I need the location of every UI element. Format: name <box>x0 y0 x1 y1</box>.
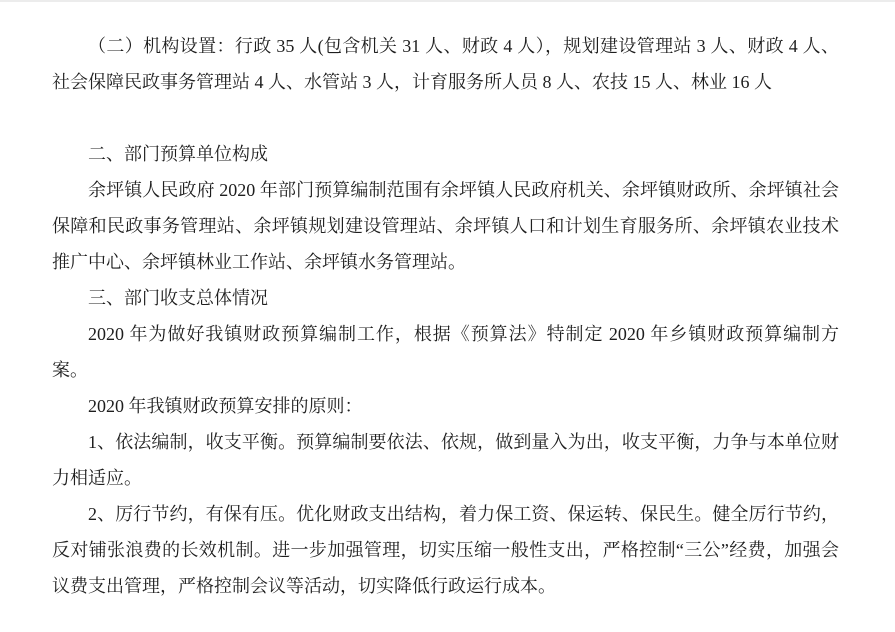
section-heading-3: 三、部门收支总体情况 <box>88 288 268 308</box>
document-body <box>52 28 839 604</box>
paragraph-org-setup: （二）机构设置：行政 35 人(包含机关 31 人、财政 4 人），规划建设管理站 3 人、财政 4 人、社会保障民政事务管理站 4 人、水管站 3 人，计育服务所人员 8 人、农技 15 人、林业 16 人 <box>52 36 839 92</box>
section-heading-2: 二、部门预算单位构成 <box>88 144 268 164</box>
paragraph-budget-units: 余坪镇人民政府 2020 年部门预算编制范围有余坪镇人民政府机关、余坪镇财政所、余坪镇社会保障和民政事务管理站、余坪镇规划建设管理站、余坪镇人口和计划生育服务所、余坪镇农业技术推广中心、余坪镇林业工作站、余坪镇水务管理站。 <box>52 180 839 272</box>
paragraph-budget-plan-basis: 2020 年为做好我镇财政预算编制工作，根据《预算法》特制定 2020 年乡镇财政预算编制方案。 <box>52 324 839 380</box>
blank-line <box>52 100 839 136</box>
paragraph-principle-2: 2、厉行节约，有保有压。优化财政支出结构，着力保工资、保运转、保民生。健全厉行节约，反对铺张浪费的长效机制。进一步加强管理，切实压缩一般性支出，严格控制“三公”经费，加强会议费支出管理，严格控制会议等活动，切实降低行政运行成本。 <box>52 504 839 596</box>
paragraph-principle-1: 1、依法编制，收支平衡。预算编制要依法、依规，做到量入为出，收支平衡，力争与本单位财力相适应。 <box>52 432 839 488</box>
paragraph-principles-intro: 2020 年我镇财政预算安排的原则： <box>88 396 363 416</box>
